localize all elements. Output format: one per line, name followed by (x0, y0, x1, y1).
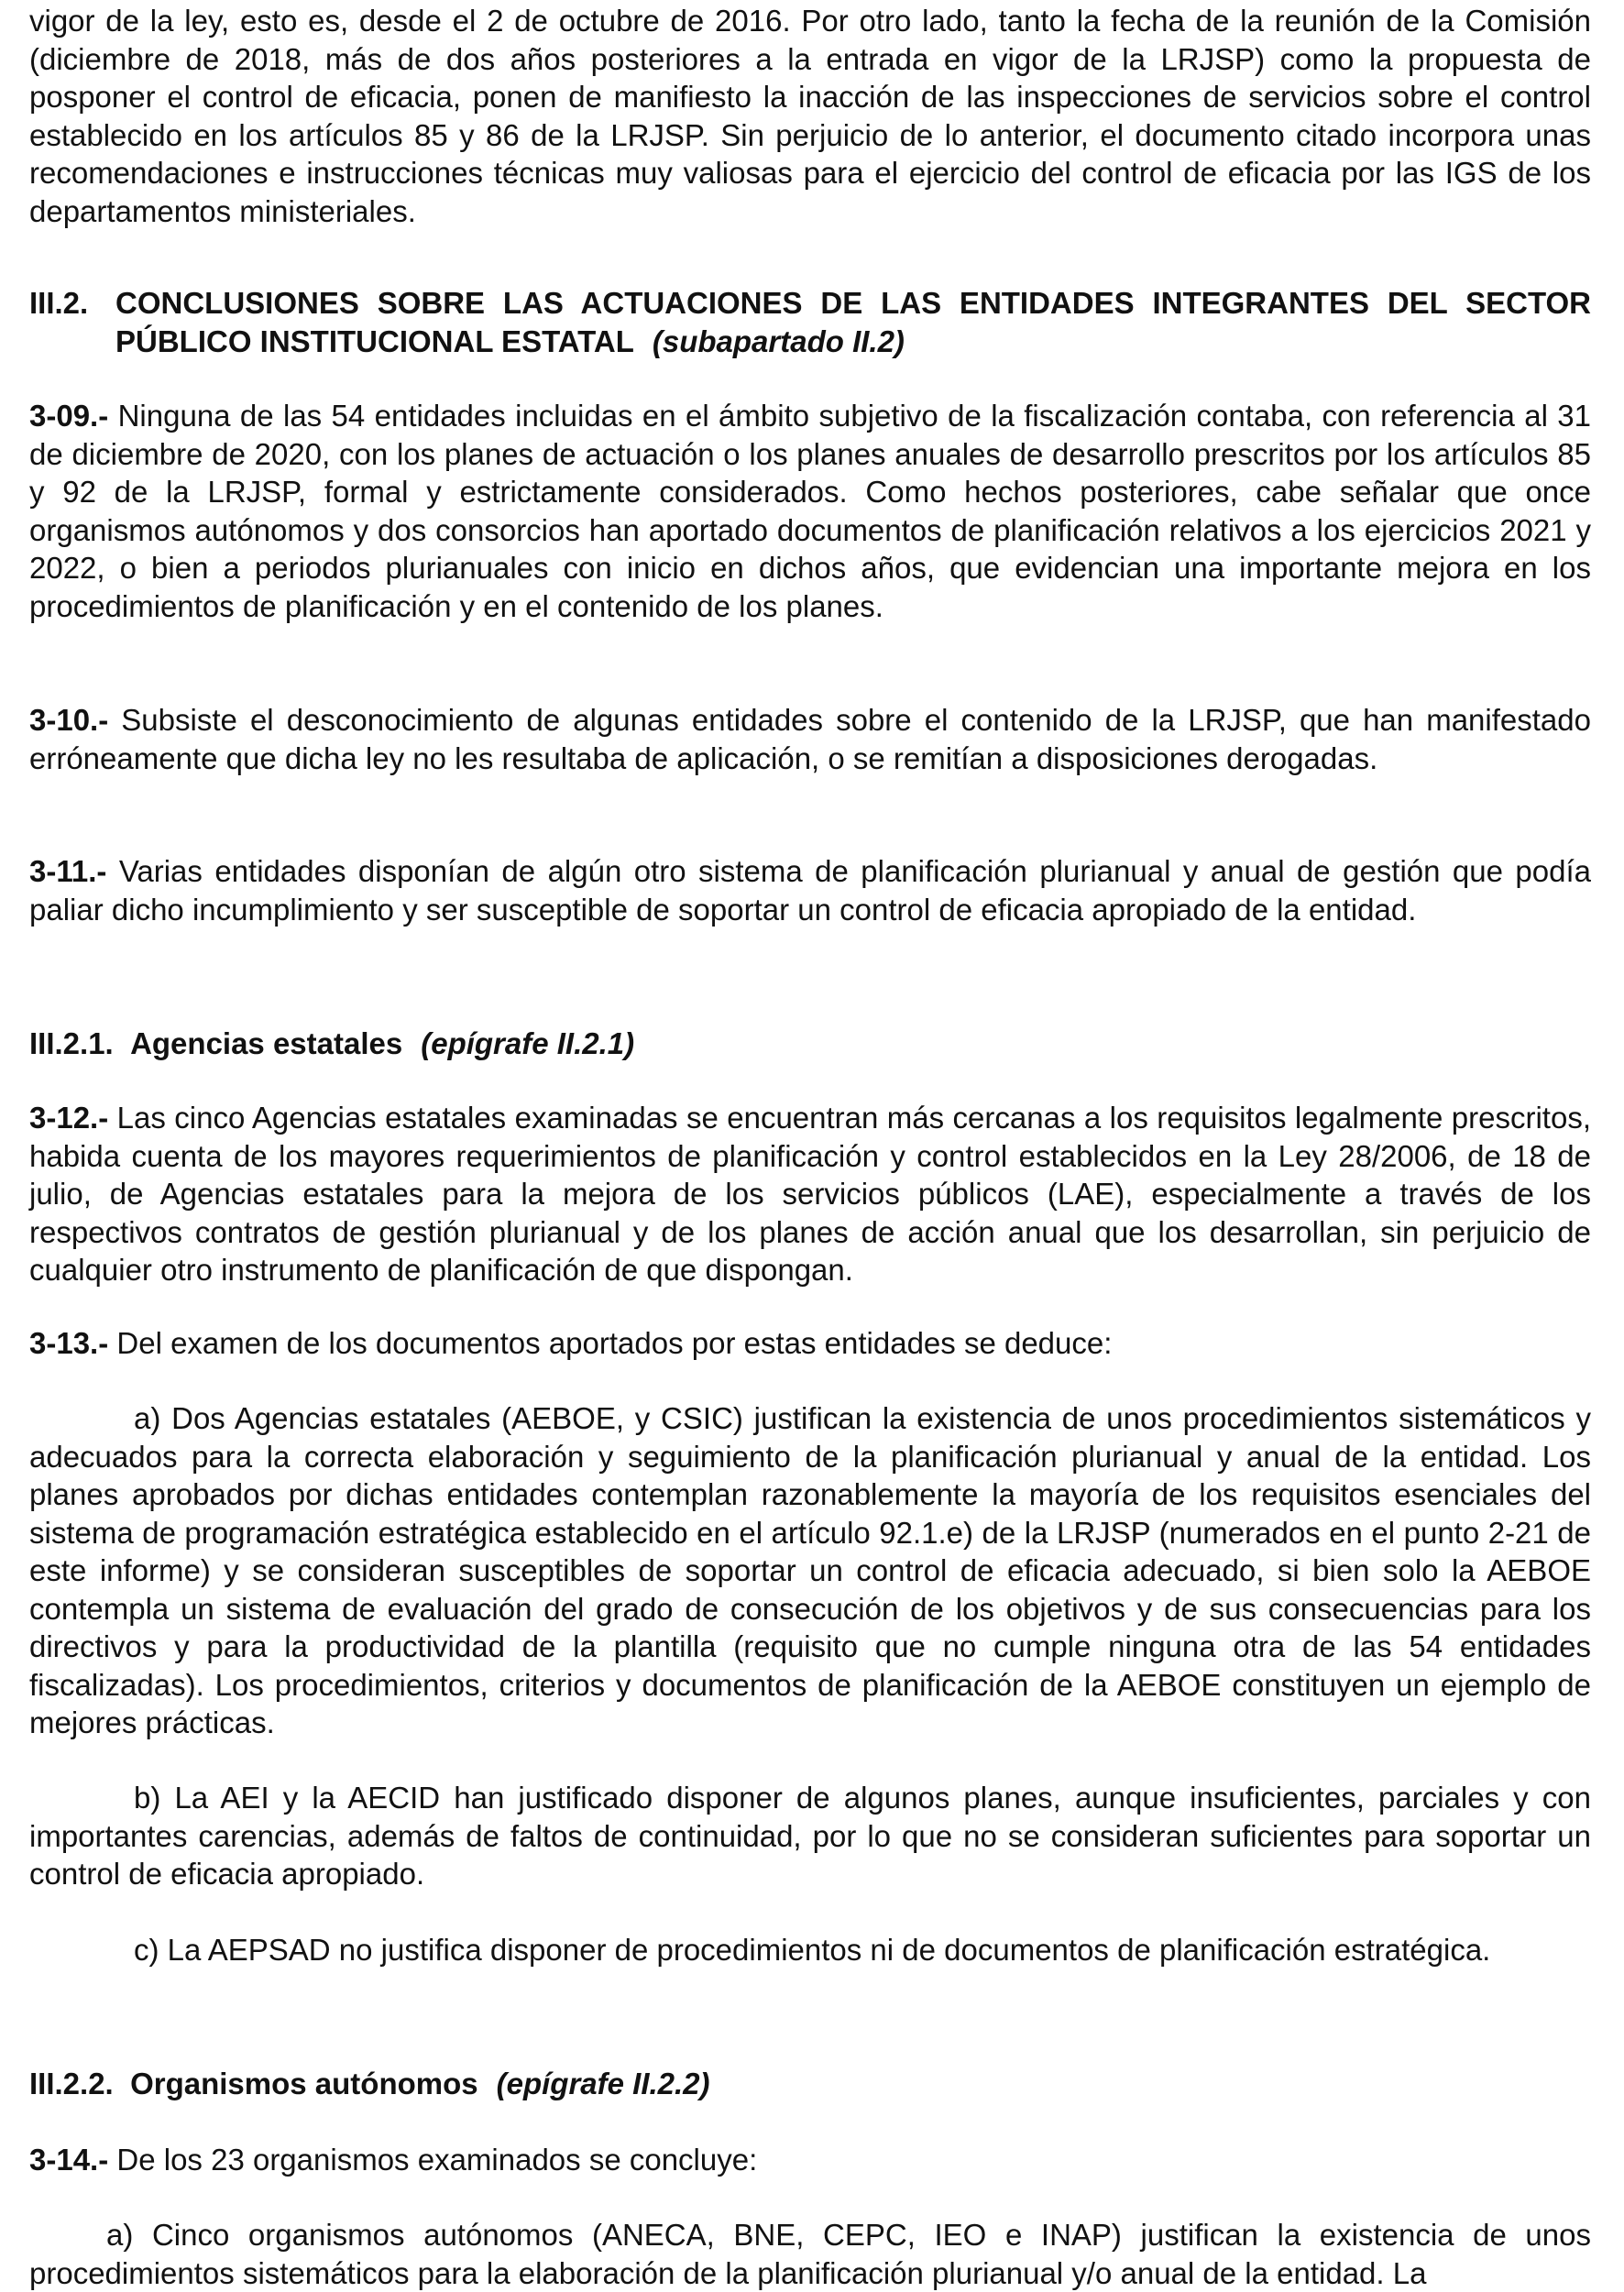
section-title: Organismos autónomos (130, 2067, 478, 2100)
paragraph-text: De los 23 organismos examinados se concluye: (108, 2143, 758, 2177)
section-number: III.2. (29, 286, 89, 320)
paragraph-text: Las cinco Agencias estatales examinadas se encuentran más cercanas a los requisitos legalmente prescritos, habida cuenta de los mayores requerimientos de planificación y control establecidos en la Ley 28/2006, de 18 de julio, de Agencias estatales para la mejora de los servicios públicos (LAE), especialmente a través de los respectivos contratos de gestión plurianual y de los planes de acción anual que los desarrollan, sin perjuicio de cualquier otro instrumento de planificación de que dispongan. (29, 1101, 1591, 1287)
paragraph-3-09 (29, 397, 1591, 625)
paragraph-3-12 (29, 1099, 1591, 1289)
section-title: Agencias estatales (130, 1026, 403, 1060)
section-number: III.2.2. (29, 2067, 114, 2100)
paragraph-3-13 (29, 1324, 1591, 1363)
section-reference: (epígrafe II.2.2) (496, 2067, 710, 2100)
paragraph-text: Del examen de los documentos aportados por estas entidades se deduce: (108, 1326, 1113, 1360)
section-title-wrap (29, 284, 1591, 360)
section-heading-iii-2-2 (29, 2065, 1591, 2103)
paragraph-3-11 (29, 852, 1591, 928)
section-title: CONCLUSIONES SOBRE LAS ACTUACIONES DE LAS ENTIDADES INTEGRANTES DEL SECTOR PÚBLICO INSTITUCIONAL ESTATAL (115, 286, 1591, 358)
paragraph-number: 3-12.- (29, 1101, 109, 1135)
section-number: III.2.1. (29, 1026, 114, 1060)
section-reference: (subapartado II.2) (652, 324, 905, 358)
paragraph-text: Ninguna de las 54 entidades incluidas en el ámbito subjetivo de la fiscalización contaba, con referencia al 31 de diciembre de 2020, con los planes de actuación o los planes anuales de desarrollo prescritos por los artículos 85 y 92 de la LRJSP, formal y estrictamente considerados. Como hechos posteriores, cabe señalar que once organismos autónomos y dos consorcios han aportado documentos de planificación relativos a los ejercicios 2021 y 2022, o bien a periodos plurianuales con inicio en dichos años, que evidencian una importante mejora en los procedimientos de planificación y en el contenido de los planes. (29, 399, 1591, 623)
paragraph-3-13-b: b) La AEI y la AECID han justificado disponer de algunos planes, aunque insuficientes, parciales y con importantes carencias, además de faltos de continuidad, por lo que no se consideran suficientes para soportar un control de eficacia apropiado. (29, 1781, 1591, 1891)
paragraph-text: Subsiste el desconocimiento de algunas entidades sobre el contenido de la LRJSP, que han manifestado erróneamente que dicha ley no les resultaba de aplicación, o se remitían a disposiciones derogadas. (29, 703, 1591, 775)
paragraph-3-14 (29, 2141, 1591, 2179)
paragraph-number: 3-09.- (29, 399, 109, 433)
paragraph-3-10 (29, 701, 1591, 777)
paragraph-intro: vigor de la ley, esto es, desde el 2 de octubre de 2016. Por otro lado, tanto la fecha de la reunión de la Comisión (diciembre de 2018, más de dos años posteriores a la entrada en vigor de la LRJSP) como la propuesta de posponer el control de eficacia, ponen de manifiesto la inacción de las inspecciones de servicios sobre el control establecido en los artículos 85 y 86 de la LRJSP. Sin perjuicio de lo anterior, el documento citado incorpora unas recomendaciones e instrucciones técnicas muy valiosas para el ejercicio del control de eficacia por las IGS de los departamentos ministeriales. (29, 4, 1591, 228)
paragraph-number: 3-13.- (29, 1326, 109, 1360)
paragraph-text: Varias entidades disponían de algún otro sistema de planificación plurianual y anual de gestión que podía paliar dicho incumplimiento y ser susceptible de soportar un control de eficacia apropiado de la entidad. (29, 854, 1591, 927)
paragraph-3-14-a: a) Cinco organismos autónomos (ANECA, BNE, CEPC, IEO e INAP) justifican la existencia de unos procedimientos sistemáticos para la elaboración de la planificación plurianual y/o anual de la entidad. La (29, 2218, 1591, 2290)
paragraph-number: 3-10.- (29, 703, 109, 737)
paragraph-number: 3-14.- (29, 2143, 109, 2177)
paragraph-number: 3-11.- (29, 854, 107, 888)
section-heading-iii-2-1 (29, 1025, 1591, 1063)
paragraph-3-13-c: c) La AEPSAD no justifica disponer de procedimientos ni de documentos de planificación estratégica. (134, 1933, 1491, 1967)
section-heading-iii-2 (29, 284, 1591, 360)
paragraph-3-13-a: a) Dos Agencias estatales (AEBOE, y CSIC) justifican la existencia de unos procedimientos sistemáticos y adecuados para la correcta elaboración y seguimiento de la planificación plurianual y anual de la entidad. Los planes aprobados por dichas entidades contemplan razonablemente la mayoría de los requisitos esenciales del sistema de programación estratégica establecido en el artículo 92.1.e) de la LRJSP (numerados en el punto 2-21 de este informe) y se consideran susceptibles de soportar un control de eficacia adecuado, si bien solo la AEBOE contempla un sistema de evaluación del grado de consecución de los objetivos y de sus consecuencias para los directivos y para la productividad de la plantilla (requisito que no cumple ninguna otra de las 54 entidades fiscalizadas). Los procedimientos, criterios y documentos de planificación de la AEBOE constituyen un ejemplo de mejores prácticas. (29, 1401, 1591, 1739)
section-reference: (epígrafe II.2.1) (421, 1026, 635, 1060)
